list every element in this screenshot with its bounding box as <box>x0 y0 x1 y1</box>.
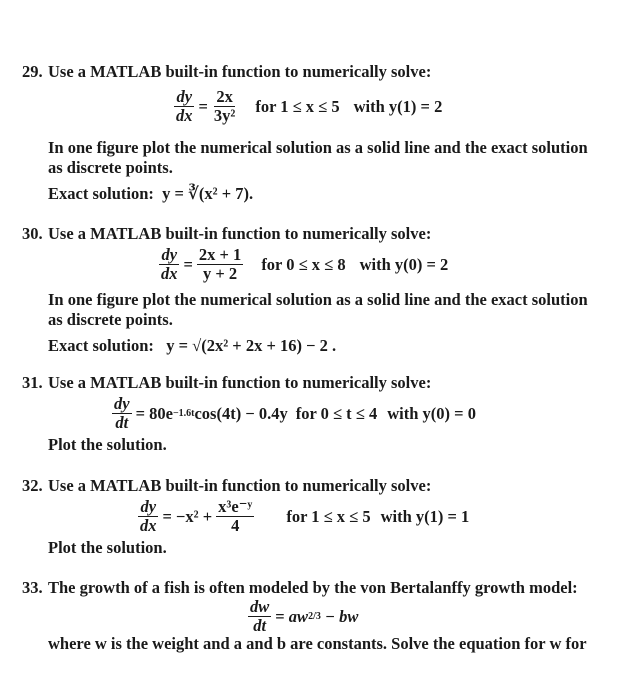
initial-condition: with y(0) = 2 <box>359 254 449 274</box>
problem-number: 33. <box>22 578 43 597</box>
rhs-fraction: $\frac{\text{x³e⁻ʸ}}{4}$ <box>218 497 253 535</box>
problem-number: 31. <box>22 373 43 392</box>
range: for 1 ≤ x ≤ 5 <box>255 96 340 116</box>
initial-condition: with y(1) = 1 <box>380 506 470 526</box>
problem-title: Use a MATLAB built-in function to numerically solve: <box>48 373 432 392</box>
exact-solution: Exact solution: y = √(2x² + 2x + 16) − 2 . <box>48 336 337 355</box>
range: for 0 ≤ t ≤ 4 <box>295 403 378 423</box>
body-line: In one figure plot the numerical solution as a solid line and the exact solution <box>48 290 588 309</box>
problem-number: 32. <box>22 476 43 495</box>
range: for 1 ≤ x ≤ 5 <box>286 506 371 526</box>
initial-condition: with y(0) = 0 <box>387 403 476 423</box>
body-line: as discrete points. <box>48 158 173 177</box>
problem-number: 30. <box>22 224 43 243</box>
problem-title: The growth of a fish is often modeled by the von Bertalanffy growth model: <box>48 578 578 597</box>
range: for 0 ≤ x ≤ 8 <box>261 254 346 274</box>
lhs-fraction: $\frac{dy}{dt}$ <box>114 394 130 432</box>
equation: $\frac{dy}{dx}$ = $\frac{2x + 1}{y + 2}$ for 0 ≤ x ≤ 8 with y(0) = 2 <box>161 245 449 283</box>
body-line: where w is the weight and a and b are constants. Solve the equation for w for <box>48 634 587 653</box>
problem-number: 29. <box>22 62 43 81</box>
body-line: Plot the solution. <box>48 435 167 454</box>
lhs-fraction: $\frac{dw}{dt}$ <box>250 597 270 635</box>
rhs-fraction: $\frac{2x + 1}{y + 2}$ <box>198 245 242 283</box>
body-line: Plot the solution. <box>48 538 167 557</box>
lhs-fraction: $\frac{dy}{dx}$ <box>140 497 157 535</box>
equation: $\frac{dy}{dt}$ = 80e −1.6t cos(4t) − 0.4y for 0 ≤ t ≤ 4 with y(0) = 0 <box>114 394 476 432</box>
body-line: as discrete points. <box>48 310 173 329</box>
lhs-fraction: $\frac{dy}{dx}$ <box>161 245 178 283</box>
problem-title: Use a MATLAB built-in function to numerically solve: <box>48 224 432 243</box>
problem-title: Use a MATLAB built-in function to numerically solve: <box>48 62 432 81</box>
initial-condition: with y(1) = 2 <box>353 96 443 116</box>
rhs-fraction: $\frac{2x}{\text{3y²}}$ <box>213 87 236 125</box>
exact-solution: Exact solution: y = ∛(x² + 7). <box>48 184 254 203</box>
lhs-fraction: $\frac{dy}{dx}$ <box>176 87 193 125</box>
equation: $\frac{dw}{dt}$ = aw 2/3 − bw <box>250 597 359 635</box>
body-line: In one figure plot the numerical solution as a solid line and the exact solution <box>48 138 588 157</box>
problem-title: Use a MATLAB built-in function to numerically solve: <box>48 476 432 495</box>
equation: $\frac{dy}{dx}$ = $\frac{2x}{\text{3y²}}$ for 1 ≤ x ≤ 5 with y(1) = 2 <box>176 87 443 125</box>
equation: $\frac{dy}{dx}$ = −x² + $\frac{\text{x³e⁻ʸ}}{4}$ for 1 ≤ x ≤ 5 with y(1) = 1 <box>140 497 470 535</box>
